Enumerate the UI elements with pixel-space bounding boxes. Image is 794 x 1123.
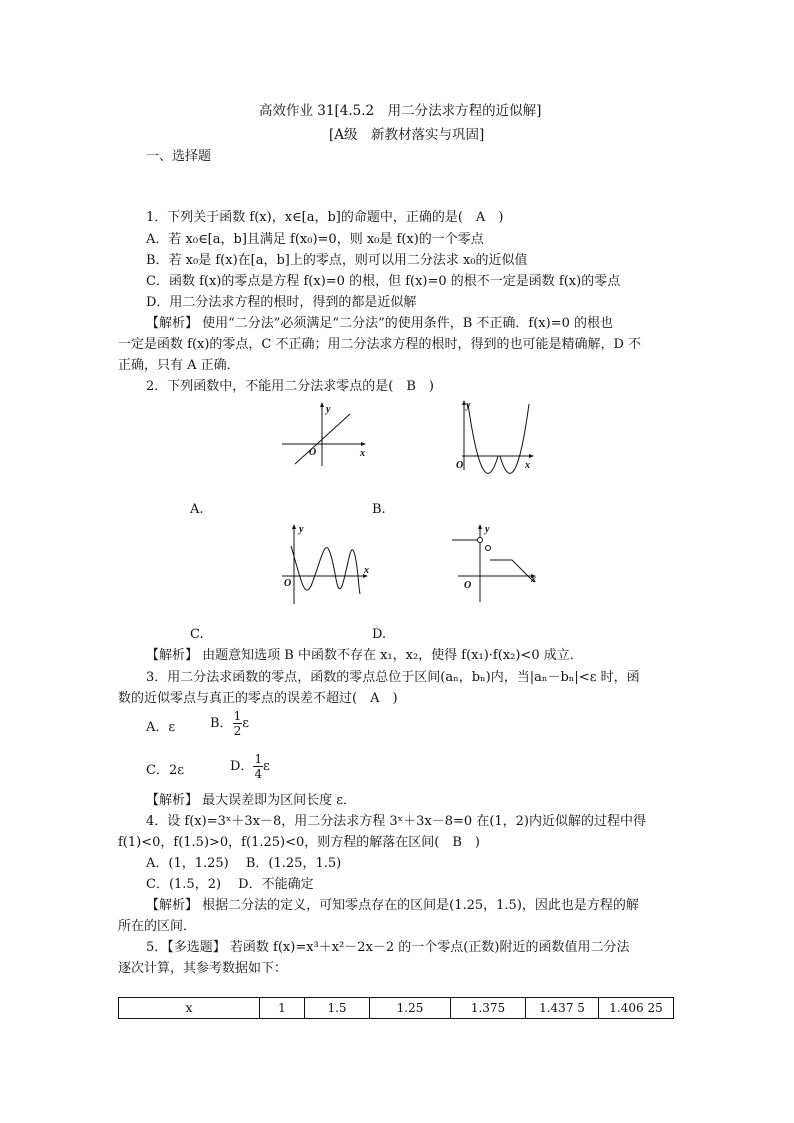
graph-b-label: B. [372,502,386,517]
q3-option-b-label: B． [210,716,233,731]
table-cell: 1 [260,998,305,1019]
q3-option-d [230,752,270,781]
graph-d-label: D. [372,627,387,642]
q3-stem-line2: 数的近似零点与真正的零点的误差不超过( A ) [118,691,398,706]
q4-analysis-line1: 【解析】 根据二分法的定义，可知零点存在的区间是(1.25，1.5)，因此也是方程的解 [146,898,639,913]
table-cell: 1.5 [305,998,370,1019]
q3-option-c: C．2ε [146,763,184,778]
graph-c [280,520,372,606]
q2-stem: 2．下列函数中，不能用二分法求零点的是( B ) [146,379,434,394]
q1-analysis-line2: 一定是函数 f(x)的零点，C 不正确；用二分法求方程的根时，得到的也可能是精确解，D 不 [118,337,642,352]
graph-d-x-label: x [531,574,536,585]
q3-option-b [210,709,249,738]
table-cell: 1.25 [370,998,451,1019]
q1-analysis-line1: 【解析】 使用“二分法”必须满足“二分法”的使用条件，B 不正确．f(x)=0 的根也 [146,316,613,331]
q4-options-ab: A．(1，1.25) B．(1.25，1.5) [146,856,342,871]
q1-stem: 1．下列关于函数 f(x)，x∈[a，b]的命题中，正确的是( A ) [146,210,504,225]
q1-option-d: D．用二分法求方程的根时，得到的都是近似解 [146,295,417,310]
graph-c-y-label: y [299,524,304,535]
section-heading: 一、选择题 [146,149,212,164]
q3-option-d-fraction: $\frac{1}{4}$ [254,752,263,781]
q3-option-b-fraction: $\frac{1}{2}$ [233,709,242,738]
q1-analysis-line3: 正确，只有 A 正确． [118,358,240,373]
q5-stem-line1: 5．【多选题】 若函数 f(x)=x³＋x²－2x－2 的一个零点(正数)附近的函数值用二分法 [146,940,630,955]
table-cell: x [119,998,260,1019]
q1-option-a: A．若 x₀∈[a，b]且满足 f(x₀)=0，则 x₀是 f(x)的一个零点 [146,232,484,247]
table-row [119,998,674,1019]
graph-d-y-label: y [485,524,490,535]
q4-analysis-line2: 所在的区间． [118,919,197,934]
table-cell: 1.437 5 [526,998,599,1019]
graph-b [452,398,540,474]
q3-stem-line1: 3．用二分法求函数的零点，函数的零点总位于区间(aₙ，bₙ)内，当|aₙ－bₙ|<ε 时，函 [146,670,640,685]
page-title: 高效作业 31[4.5.2 用二分法求方程的近似解] [259,103,542,119]
graph-d [450,520,542,606]
graph-a-label: A. [190,502,204,517]
graph-d-origin: O [464,580,472,591]
graph-c-origin: O [284,578,292,589]
page-subtitle: [A级 新教材落实与巩固] [329,127,485,143]
q4-options-cd: C．(1.5，2) D．不能确定 [146,877,314,892]
q4-stem-line2: f(1)<0，f(1.5)>0，f(1.25)<0，则方程的解落在区间( B ) [118,835,480,850]
q1-option-c: C．函数 f(x)的零点是方程 f(x)=0 的根，但 f(x)=0 的根不一定是函数 f(x)的零点 [146,274,621,289]
q3-analysis: 【解析】 最大误差即为区间长度 ε． [146,793,356,808]
q1-option-b: B．若 x₀是 f(x)在[a，b]上的零点，则可以用二分法求 x₀的近似值 [146,253,528,268]
q5-data-table [118,997,674,1019]
table-cell: 1.406 25 [599,998,674,1019]
graph-a-x-label: x [360,448,365,459]
table-cell: 1.375 [451,998,526,1019]
q3-option-d-label: D． [230,759,254,774]
graph-b-origin: O [456,460,464,471]
q4-stem-line1: 4．设 f(x)=3ˣ＋3x－8，用二分法求方程 3ˣ＋3x－8=0 在(1，2)内近似解的过程中得 [146,814,647,829]
q5-stem-line2: 逐次计算，其参考数据如下： [118,961,288,976]
q2-analysis: 【解析】 由题意知选项 B 中函数不存在 x₁，x₂，使得 f(x₁)·f(x₂)<0 成立． [146,648,583,663]
graph-a-origin: O [309,447,317,458]
q3-option-b-epsilon: ε [242,716,249,731]
graph-c-x-label: x [364,565,369,576]
graph-a [278,400,370,470]
graph-b-x-label: x [525,460,530,471]
q3-option-a: A．ε [146,720,176,735]
graph-c-label: C. [190,627,204,642]
q3-option-d-epsilon: ε [263,759,270,774]
graph-a-y-label: y [326,404,331,415]
graph-b-y-label: y [466,400,471,411]
